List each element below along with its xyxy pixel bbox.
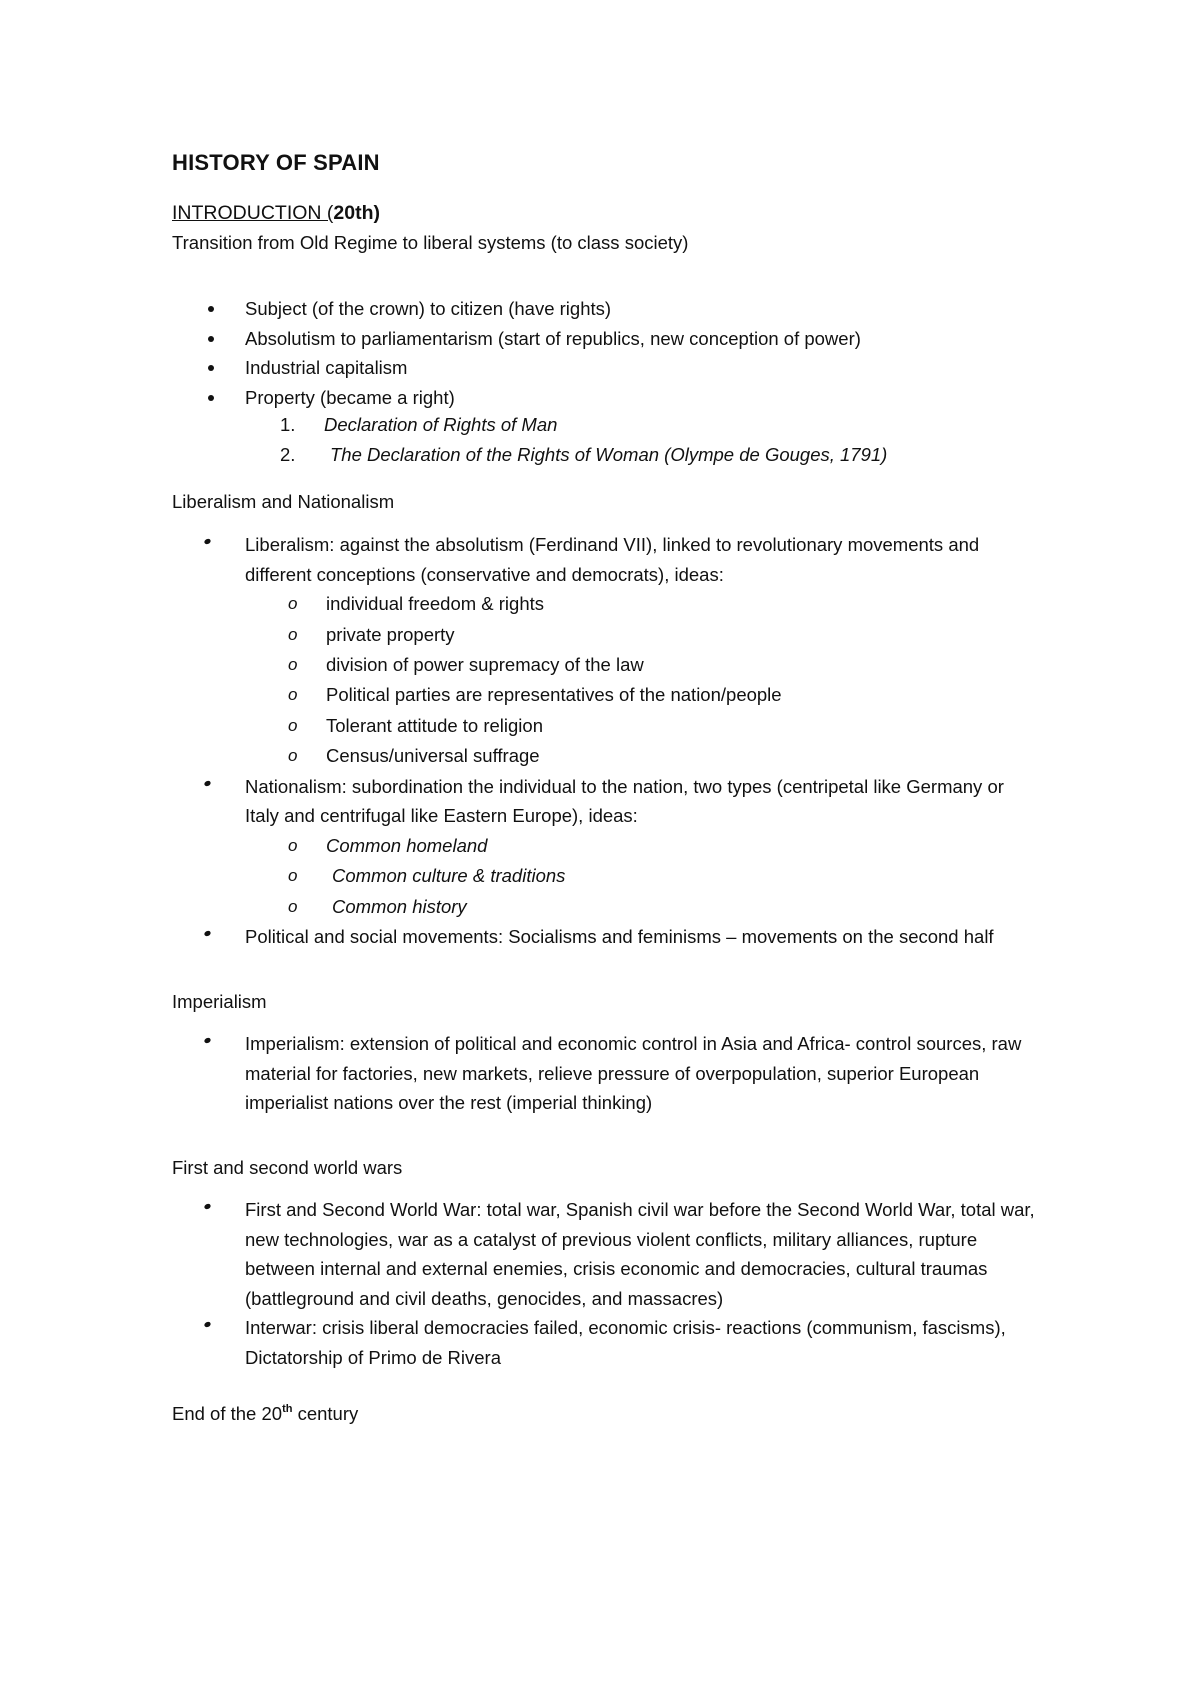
list-item-liberalism [205,530,1035,772]
list-number: 1. [280,414,296,435]
nationalism-text: Nationalism: subordination the individual to the nation, two types (centripetal like Germany or Italy and centrifugal like Eastern Europe), ideas: [245,775,1004,827]
list-item: o Political parties are representatives of the nation/people [288,680,1035,710]
end-of-century-heading: End of the 20th century [172,1403,359,1424]
circle-bullet-icon: o [288,866,298,886]
list-item: Absolutism to parliamentarism (start of republics, new conception of power) [205,327,861,357]
circle-bullet-icon: o [288,835,298,855]
list-item-world-wars [205,1195,1035,1313]
list-item: o Tolerant attitude to religion [288,711,1035,741]
bullet-icon [208,365,214,371]
circle-bullet-icon: o [288,715,298,735]
introduction-label: INTRODUCTION ( [172,202,334,224]
imperialism-text: Imperialism: extension of political and economic control in Asia and Africa- control sources, raw material for factories, new markets, relieve pressure of overpopulation, superior European imperialist nations over the rest (imperial thinking) [245,1033,1022,1114]
bullet-icon [203,1037,211,1044]
world-wars-list [205,1195,1035,1373]
circle-bullet-icon: o [288,685,298,705]
list-item: o Common history [288,892,1035,922]
list-item: Subject (of the crown) to citizen (have rights) [205,297,861,327]
circle-bullet-icon: o [288,896,298,916]
list-item: o Common culture & traditions [288,861,1035,891]
bullet-icon [208,336,214,342]
ordinal-superscript: th [282,1403,293,1415]
circle-bullet-icon: o [288,594,298,614]
list-item: 1. Declaration of Rights of Man [280,414,558,435]
bullet-icon [208,395,214,401]
list-item-movements [205,922,1035,952]
list-item: o Common homeland [288,831,1035,861]
list-item-imperialism [205,1029,1035,1118]
world-wars-heading: First and second world wars [172,1157,403,1178]
list-item: o private property [288,620,1035,650]
interwar-text: Interwar: crisis liberal democracies failed, economic crisis- reactions (communism, fascisms), Dictatorship of Primo de Rivera [245,1317,1006,1368]
document-title: HISTORY OF SPAIN [172,150,380,175]
bullet-icon [203,1321,211,1328]
introduction-heading [172,202,380,225]
list-item: Property (became a right) [205,386,861,416]
bullet-icon [208,306,214,312]
liberalism-nationalism-list [205,530,1035,951]
circle-bullet-icon: o [288,654,298,674]
list-item: 2. The Declaration of the Rights of Woman (Olympe de Gouges, 1791) [280,443,888,465]
imperialism-heading: Imperialism [172,991,267,1012]
nationalism-ideas-list [288,831,1035,922]
list-item: Industrial capitalism [205,356,861,386]
world-wars-text: First and Second World War: total war, Spanish civil war before the Second World War, total war, new technologies, war as a catalyst of previous violent conflicts, military alliances, rupture between internal and external enemies, crisis economic and democracies, cultural traumas (battleground and civil deaths, genocides, and massacres) [245,1199,1035,1309]
bullet-icon [203,930,211,937]
liberalism-nationalism-heading: Liberalism and Nationalism [172,491,395,512]
list-number: 2. [280,443,296,465]
list-item-interwar [205,1313,1035,1372]
liberalism-ideas-list [288,589,1035,771]
liberalism-text: Liberalism: against the absolutism (Ferdinand VII), linked to revolutionary movements and different conceptions (conservative and democrats), ideas: [245,534,980,585]
list-item: o Census/universal suffrage [288,741,1035,771]
list-item: o individual freedom & rights [288,589,1035,619]
introduction-century: 20th) [333,202,380,224]
list-item: o division of power supremacy of the law [288,650,1035,680]
transition-paragraph: Transition from Old Regime to liberal systems (to class society) [172,232,689,253]
movements-text: Political and social movements: Socialisms and feminisms – movements on the second half [245,925,994,947]
list-item-nationalism [205,772,1035,922]
circle-bullet-icon: o [288,746,298,766]
bullet-icon [203,779,211,786]
transition-bullet-list [205,297,861,415]
bullet-icon [203,538,211,545]
imperialism-list [205,1029,1035,1118]
circle-bullet-icon: o [288,624,298,644]
bullet-icon [203,1203,211,1210]
declarations-list [280,413,887,472]
